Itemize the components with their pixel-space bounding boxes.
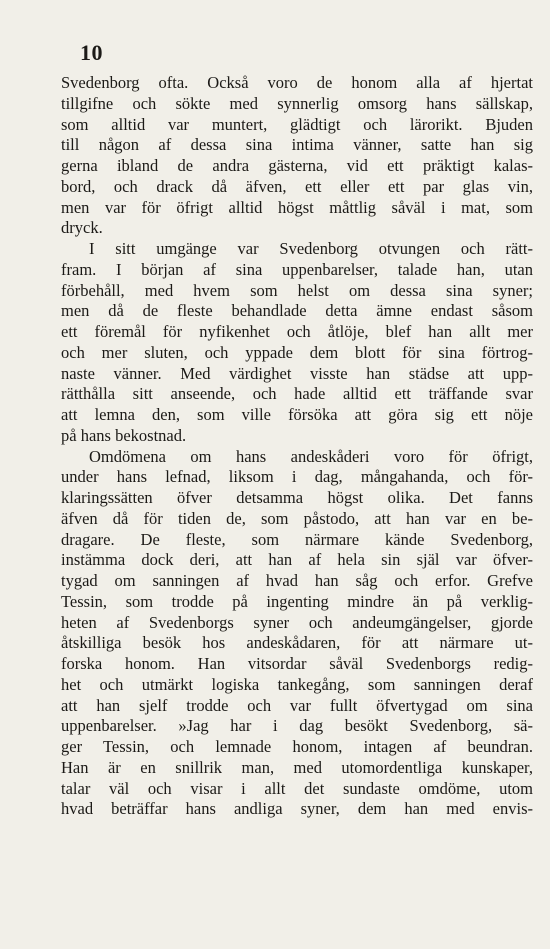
text-line: I sitt umgänge var Svedenborg otvungen och rätt-	[89, 239, 533, 258]
text-line: som alltid var muntert, glädtigt och lärorikt. Bjuden	[61, 114, 533, 134]
text-line: Han är en snillrik man, med utomordentliga kunskaper,	[61, 757, 533, 777]
text-line: tygad om sanningen af hvad han såg och erfor. Grefve	[61, 571, 533, 590]
text-line: Omdömena om hans andeskåderi voro för öfrigt,	[89, 446, 533, 466]
text-line: åtskilliga besök hos andeskådaren, för att närmare ut-	[61, 633, 533, 653]
text-line: förbehåll, med hvem som helst om dessa sina syner;	[61, 280, 533, 300]
text-line: rätthålla sitt anseende, och hade alltid ett träffande svar	[61, 384, 533, 404]
body-text	[61, 73, 533, 820]
text-line: ger Tessin, och lemnade honom, intagen af beundran.	[61, 737, 533, 756]
text-line: gerna ibland de andra gästerna, vid ett präktigt kalas-	[61, 156, 533, 175]
page-number: 10	[80, 40, 103, 65]
text-line: fram. I början af sina uppenbarelser, talade han, utan	[61, 259, 533, 279]
text-line: men då de fleste behandlade detta ämne endast såsom	[61, 301, 533, 321]
text-line: talar väl och visar i allt det sundaste omdöme, utom	[61, 778, 533, 798]
text-line: Svedenborg ofta. Också voro de honom alla af hjertat	[61, 73, 533, 92]
text-line: klaringssätten öfver detsamma högst olika. Det fanns	[61, 488, 533, 507]
text-line: att lemna den, som ville försöka att göra sig ett nöje	[61, 405, 533, 424]
text-line: äfven då för tiden de, som påstodo, att han var en be-	[61, 508, 533, 528]
text-line: dragare. De fleste, som närmare kände Svedenborg,	[61, 529, 533, 549]
text-line: bord, och drack då äfven, ett eller ett par glas vin,	[61, 176, 533, 196]
text-line: Tessin, som trodde på ingenting mindre än på verklig-	[61, 591, 533, 611]
text-line: het och utmärkt logiska tankegång, som sanningen deraf	[61, 674, 533, 694]
text-line: hvad beträffar hans andliga syner, dem han med envis-	[61, 799, 533, 819]
text-line: naste vänner. Med värdighet visste han städse att upp-	[61, 363, 533, 383]
text-line: instämma dock deri, att han af hela sin själ var öfver-	[61, 550, 533, 570]
text-line: på hans bekostnad.	[61, 425, 187, 445]
text-line: ett föremål för nyfikenhet och åtlöje, blef han allt mer	[61, 322, 533, 341]
text-line: tillgifne och sökte med synnerlig omsorg hans sällskap,	[61, 93, 533, 113]
text-line: forska honom. Han vitsordar såväl Svedenborgs redig-	[61, 654, 533, 673]
text-line: till någon af dessa sina intima vänner, satte han sig	[61, 135, 533, 155]
text-line: att han sjelf trodde och var fullt öfvertygad om sina	[61, 695, 533, 715]
text-line: och mer sluten, och yppade dem blott för sina förtrog-	[61, 342, 533, 362]
text-line: men var för öfrigt alltid högst måttlig såväl i mat, som	[61, 197, 533, 217]
text-line: dryck.	[61, 218, 103, 238]
text-line: uppenbarelser. »Jag har i dag besökt Svedenborg, sä-	[61, 716, 533, 736]
text-line: under hans lefnad, liksom i dag, mångahanda, och för-	[61, 467, 533, 487]
text-line: heten af Svedenborgs syner och andeumgängelser, gjorde	[61, 612, 533, 632]
